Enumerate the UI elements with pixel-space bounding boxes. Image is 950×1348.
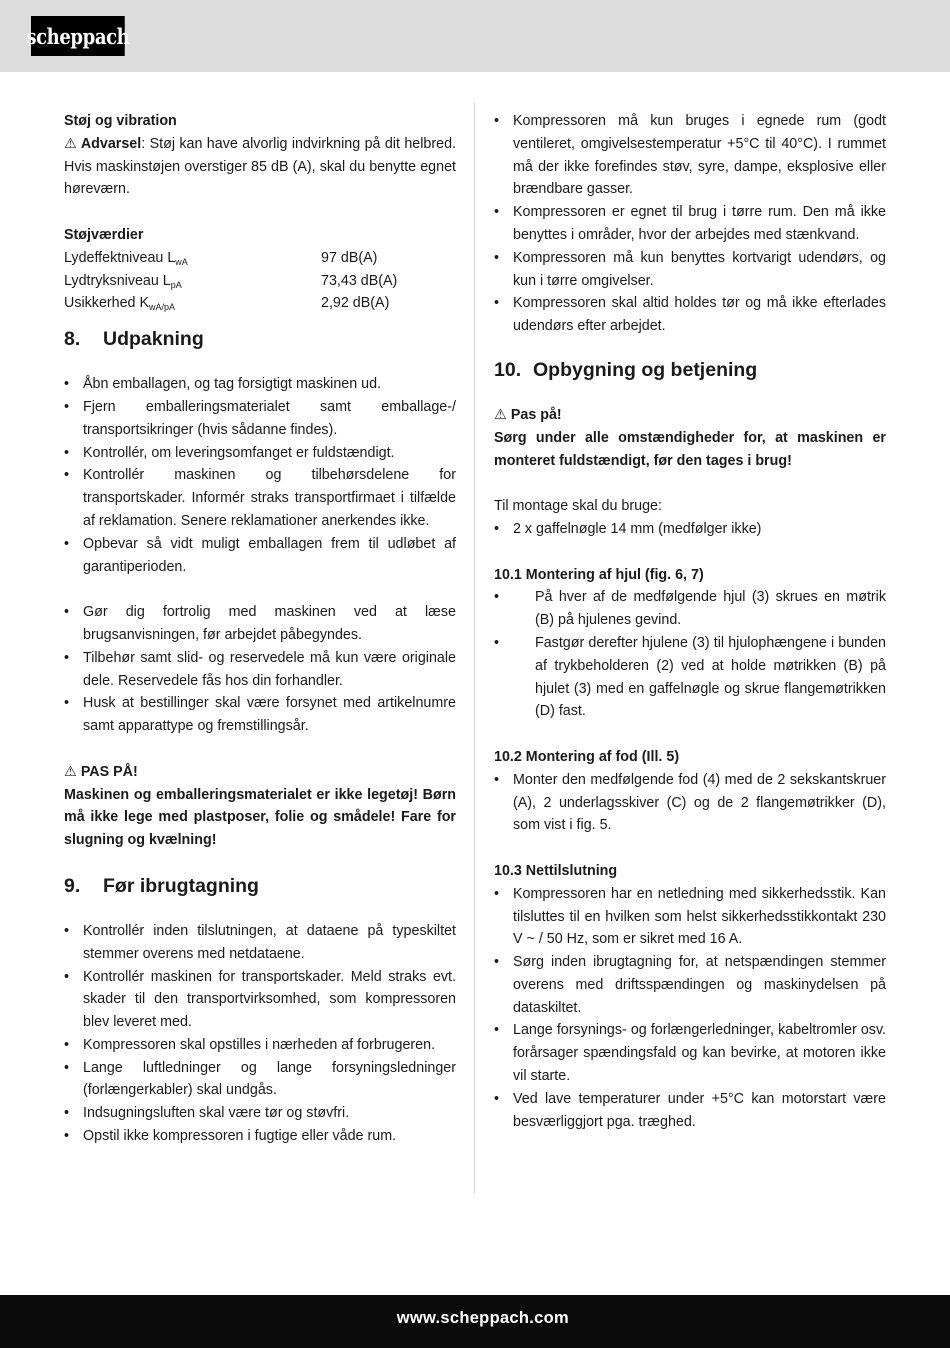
noise-heading: Støj og vibration [64, 113, 177, 129]
list-item: • Åbn emballagen, og tag forsigtigt maskinen ud. [64, 373, 456, 396]
spec-label: Usikkerhed $K_{wA/pA}$ [64, 295, 176, 313]
warning-icon: ⚠ [494, 406, 507, 423]
list-item: • Monter den medfølgende fod (4) med de 2 sekskantskruer (A), 2 underlagsskiver (C) og de 2 flangemøtrikker (D), som vist i fig. 5. [494, 769, 886, 837]
noise-warning-text: : Støj kan have alvorlig indvirkning på dit helbred. Hvis maskinstøjen overstiger 85 dB (A), skal du benytte egnet høreværn. [64, 135, 456, 198]
list-item: • Kompressoren må kun bruges i egnede rum (godt ventileret, omgivelsestemperatur +5°C til 40°C). I rummet må der ikke forefindes støv, syre, dampe, eksplosive eller brændbare gasser. [494, 110, 886, 201]
noise-values-table [64, 247, 456, 315]
caution-text: Maskinen og emballeringsmaterialet er ikke legetøj! Børn må ikke lege med plastposer, folie og smådele! Fare for slugning og kvælning! [64, 786, 456, 849]
subsection-heading-10-1: 10.1 Montering af hjul (fig. 6, 7) [494, 566, 704, 583]
header-bar [0, 0, 950, 72]
column-divider [474, 103, 475, 1193]
unpacking-list [64, 373, 456, 578]
list-item: • Kompressoren skal opstilles i nærheden af forbrugeren. [64, 1034, 456, 1057]
list-item: • Lange luftledninger og lange forsyningsledninger (forlængerkabler) skal undgås. [64, 1057, 456, 1103]
caution-text: Sørg under alle omstændigheder for, at maskinen er monteret fuldstændigt, før den tages i brug! [494, 429, 886, 469]
spec-label: Lydeffektniveau $L_{wA}$ [64, 249, 188, 267]
caution-heading: ⚠ Pas på! [494, 404, 886, 427]
mains-list [494, 883, 886, 1134]
list-item: • Kontrollér inden tilslutningen, at dataene på typeskiltet stemmer overens med netdataene. [64, 920, 456, 966]
caution-heading: ⚠ PAS PÅ! [64, 761, 456, 784]
noise-warning [64, 133, 456, 201]
list-item: • 2 x gaffelnøgle 14 mm (medfølger ikke) [494, 518, 886, 541]
list-item: • Tilbehør samt slid- og reservedele må kun være originale dele. Reservedele fås hos din forhandler. [64, 647, 456, 693]
spec-value: 97 dB(A) [321, 249, 378, 266]
wheels-list [494, 586, 886, 723]
spec-label: Lydtryksniveau $L_{pA}$ [64, 272, 182, 290]
subsection-heading-10-2: 10.2 Montering af fod (Ill. 5) [494, 748, 680, 765]
familiarization-list [64, 601, 456, 738]
list-item: • Kompressoren har en netledning med sikkerhedsstik. Kan tilsluttes til en hvilken som helst sikkerhedsstikkontakt 230 V ~ / 50 Hz, som er sikret med 16 A. [494, 883, 886, 951]
list-item: • Kontrollér, om leveringsomfanget er fuldstændigt. [64, 442, 456, 465]
list-item: • Opbevar så vidt muligt emballagen frem til udløbet af garantiperioden. [64, 533, 456, 579]
list-item: • Kontrollér maskinen for transportskader. Meld straks evt. skader til den transportvirksomhed, som kompressoren blev leveret med. [64, 966, 456, 1034]
brand-logo: scheppach [31, 16, 125, 56]
list-item: • Kompressoren må kun benyttes kortvarigt udendørs, og kun i tørre omgivelser. [494, 247, 886, 293]
subsection-heading-10-3: 10.3 Nettilslutning [494, 862, 618, 879]
list-item: • Fastgør derefter hjulene (3) til hjulophængene i bunden af trykbeholderen (2) ved at holde møtrikken (B) på hjulet (3) med en gaffelnøgle og skrue flangemøtrikken (D) fast. [494, 632, 886, 723]
right-column [494, 110, 886, 1133]
noise-values-heading: Støjværdier [64, 226, 144, 243]
warning-icon: ⚠ [64, 763, 77, 780]
list-item: • Kompressoren er egnet til brug i tørre rum. Den må ikke benyttes i områder, hvor der arbejdes med stænkvand. [494, 201, 886, 247]
spec-value: 2,92 dB(A) [321, 295, 390, 312]
list-item: • Opstil ikke kompressoren i fugtige eller våde rum. [64, 1125, 456, 1148]
list-item: • Indsugningsluften skal være tør og støvfri. [64, 1102, 456, 1125]
section-heading-9: 9. Før ibrugtagning [64, 874, 259, 897]
list-item: • Kompressoren skal altid holdes tør og må ikke efterlades udendørs efter arbejdet. [494, 292, 886, 338]
list-item: • På hver af de medfølgende hjul (3) skrues en møtrik (B) på hjulenes gevind. [494, 586, 886, 632]
tools-list [494, 518, 886, 541]
tools-intro: Til montage skal du bruge: [494, 498, 662, 515]
list-item: • Sørg inden ibrugtagning for, at netspændingen stemmer overens med driftsspændingen og maskinydelsen på dataskiltet. [494, 951, 886, 1019]
section-heading-10: 10. Opbygning og betjening [494, 358, 758, 381]
foot-list [494, 769, 886, 837]
environment-list [494, 110, 886, 338]
section-heading-8: 8. Udpakning [64, 328, 204, 351]
list-item: • Kontrollér maskinen og tilbehørsdelene for transportskader. Informér straks transportfirmaet i tilfælde af reklamation. Senere reklamationer anerkendes ikke. [64, 464, 456, 532]
list-item: • Husk at bestillinger skal være forsynet med artikelnumre samt apparattype og fremstillingsår. [64, 692, 456, 738]
before-use-list [64, 920, 456, 1148]
left-column [64, 110, 456, 1148]
spec-value: 73,43 dB(A) [321, 272, 398, 289]
footer-url[interactable]: www.scheppach.com [396, 1309, 569, 1327]
noise-warning-label: Advarsel [80, 135, 142, 152]
list-item: • Gør dig fortrolig med maskinen ved at læse brugsanvisningen, før arbejdet påbegyndes. [64, 601, 456, 647]
footer-bar [0, 1295, 950, 1348]
list-item: • Fjern emballeringsmaterialet samt emballage-/ transportsikringer (hvis sådanne findes). [64, 396, 456, 442]
list-item: • Lange forsynings- og forlængerledninger, kabeltromler osv. forårsager spændingsfald og kan bevirke, at motoren ikke vil starte. [494, 1019, 886, 1087]
list-item: • Ved lave temperaturer under +5°C kan motorstart være besværliggjort pga. træghed. [494, 1088, 886, 1134]
warning-icon: ⚠ [64, 135, 77, 152]
